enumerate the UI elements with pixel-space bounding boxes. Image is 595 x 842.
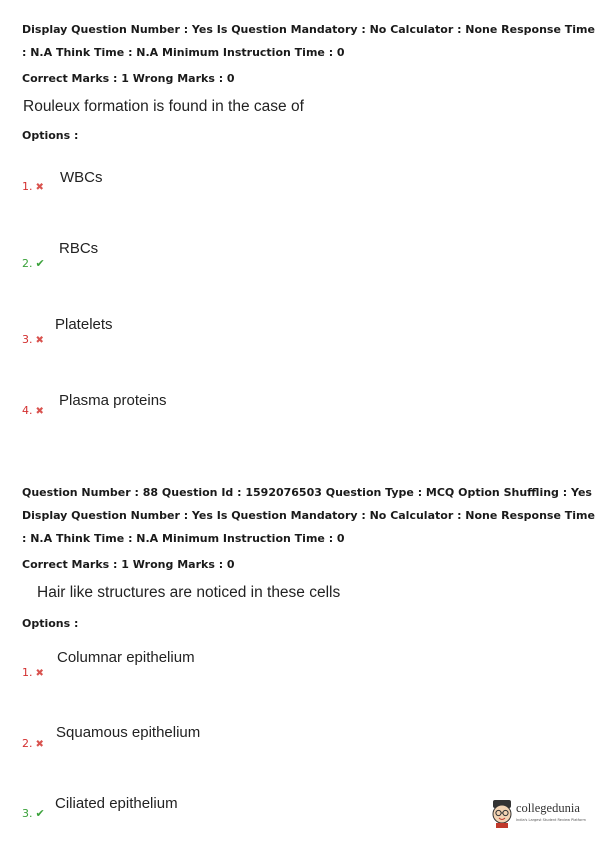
collegedunia-logo: [490, 797, 590, 831]
q1-meta-line-2: : N.A Think Time : N.A Minimum Instruction Time : 0: [22, 46, 345, 59]
logo-brand-text: collegedunia: [516, 801, 580, 815]
q2-header: Question Number : 88 Question Id : 1592076503 Question Type : MCQ Option Shuffling : Yes: [22, 486, 592, 499]
q1-option-4-text: Plasma proteins: [59, 392, 167, 409]
q2-meta-line-2: : N.A Think Time : N.A Minimum Instruction Time : 0: [22, 532, 345, 545]
cross-icon: ✖: [35, 739, 44, 750]
q2-option-3-text: Ciliated epithelium: [55, 795, 178, 812]
q1-option-3-number: [22, 333, 44, 346]
q2-meta-line-1: Display Question Number : Yes Is Question Mandatory : No Calculator : None Response Time: [22, 509, 595, 522]
q1-option-1-number: [22, 180, 44, 193]
q2-option-1-number: [22, 666, 44, 679]
q2-marks: Correct Marks : 1 Wrong Marks : 0: [22, 558, 235, 571]
cross-icon: ✖: [35, 406, 44, 417]
q1-question-text: Rouleux formation is found in the case of: [23, 98, 304, 115]
check-icon: ✔: [35, 807, 45, 820]
q1-marks: Correct Marks : 1 Wrong Marks : 0: [22, 72, 235, 85]
q2-options-label: Options :: [22, 617, 79, 630]
q1-option-4-number: [22, 404, 44, 417]
option-number: 2.: [22, 737, 33, 750]
cross-icon: ✖: [35, 668, 44, 679]
mascot-icon: [490, 797, 514, 829]
option-number: 1.: [22, 666, 33, 679]
q1-option-2-number: [22, 257, 45, 270]
q1-option-2-text: RBCs: [59, 240, 99, 257]
cross-icon: ✖: [35, 335, 44, 346]
option-number: 4.: [22, 404, 33, 417]
option-number: 3.: [22, 333, 33, 346]
cross-icon: ✖: [35, 182, 44, 193]
q2-option-2-number: [22, 737, 44, 750]
q1-option-3-text: Platelets: [55, 316, 113, 333]
q1-options-label: Options :: [22, 129, 79, 142]
check-icon: ✔: [35, 257, 45, 270]
option-number: 1.: [22, 180, 33, 193]
option-number: 3.: [22, 807, 33, 820]
q2-option-2-text: Squamous epithelium: [56, 724, 201, 741]
q2-option-3-number: [22, 807, 45, 820]
q2-option-1-text: Columnar epithelium: [57, 649, 195, 666]
option-number: 2.: [22, 257, 33, 270]
q1-option-1-text: WBCs: [60, 169, 103, 186]
q1-meta-line-1: Display Question Number : Yes Is Question Mandatory : No Calculator : None Response Time: [22, 23, 595, 36]
q2-question-text: Hair like structures are noticed in these cells: [37, 584, 341, 601]
logo-tagline: India's Largest Student Review Platform: [516, 818, 586, 822]
